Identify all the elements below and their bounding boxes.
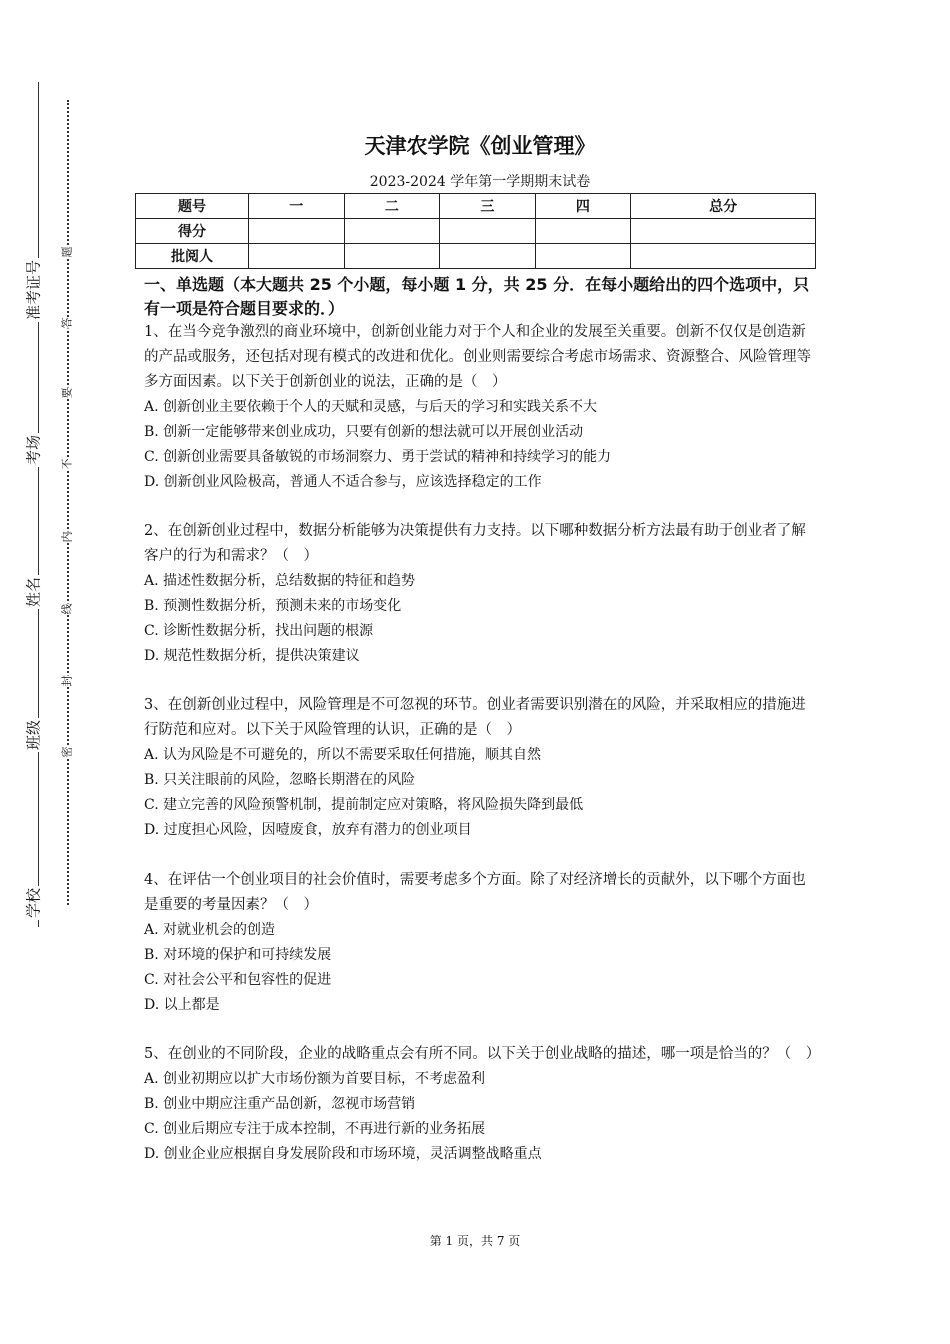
score-row-label: 批阅人: [136, 244, 249, 269]
option-d: D. 创新创业风险极高，普通人不适合参与，应该选择稳定的工作: [144, 474, 542, 490]
option-d: D. 过度担心风险，因噎废食，放弃有潜力的创业项目: [144, 822, 472, 838]
option-d: D. 创业企业应根据自身发展阶段和市场环境，灵活调整战略重点: [144, 1146, 542, 1162]
question-stem: 1、在当今竞争激烈的商业环境中，创新创业能力对于个人和企业的发展至关重要。创新不仅仅是创造新的产品或服务，还包括对现有模式的改进和优化。创业则需要综合考虑市场需求、资源整合、风险管理等多方面因素。以下关于创新创业的说法，正确的是（ ）: [144, 324, 811, 390]
binding-solid-line: [38, 82, 39, 927]
seal-char: 题: [60, 246, 74, 258]
question-stem: 5、在创业的不同阶段，企业的战略重点会有所不同。以下关于创业战略的描述，哪一项是恰当的？（ ）: [144, 1046, 821, 1062]
score-table: [135, 193, 816, 269]
question-stem: 2、在创新创业过程中，数据分析能够为决策提供有力支持。以下哪种数据分析方法最有助于创业者了解客户的行为和需求？（ ）: [144, 523, 806, 564]
option-a: A. 描述性数据分析，总结数据的特征和趋势: [144, 573, 416, 589]
score-column-header: 总分: [631, 194, 816, 219]
score-column-header: 一: [249, 194, 345, 219]
score-column-header: 二: [344, 194, 440, 219]
seal-char: 不: [60, 458, 74, 470]
score-cell: [344, 219, 440, 244]
score-column-header: 三: [440, 194, 536, 219]
question-1: [144, 320, 816, 495]
seal-char: 答: [60, 317, 74, 329]
binding-margin: [0, 0, 110, 1344]
score-cell: [631, 244, 816, 269]
score-cell: [535, 219, 631, 244]
option-b: B. 只关注眼前的风险，忽略长期潜在的风险: [144, 772, 416, 788]
score-table-row: [136, 244, 816, 269]
option-b: B. 创新一定能够带来创业成功，只要有创新的想法就可以开展创业活动: [144, 424, 584, 440]
option-a: A. 创业初期应以扩大市场份额为首要目标，不考虑盈利: [144, 1071, 486, 1087]
score-row-label: 题号: [136, 194, 249, 219]
option-a: A. 认为风险是不可避免的，所以不需要采取任何措施，顺其自然: [144, 747, 542, 763]
score-row-label: 得分: [136, 219, 249, 244]
option-c: C. 建立完善的风险预警机制，提前制定应对策略，将风险损失降到最低: [144, 797, 584, 813]
seal-char: 要: [60, 387, 74, 399]
option-b: B. 对环境的保护和可持续发展: [144, 947, 332, 963]
option-c: C. 创业后期应专注于成本控制，不再进行新的业务拓展: [144, 1121, 486, 1137]
field-exam-number: 准考证号: [24, 259, 43, 321]
score-table-row: [136, 219, 816, 244]
field-exam-room: 考场: [24, 434, 43, 466]
option-a: A. 对就业机会的创造: [144, 922, 276, 938]
question-stem: 4、在评估一个创业项目的社会价值时，需要考虑多个方面。除了对经济增长的贡献外，以下哪个方面也是重要的考量因素？（ ）: [144, 872, 806, 913]
page-number: 第 1 页，共 7 页: [429, 1234, 521, 1248]
exam-subtitle: 2023-2024 学年第一学期期末试卷: [369, 174, 591, 190]
option-b: B. 创业中期应注重产品创新，忽视市场营销: [144, 1096, 416, 1112]
score-cell: [440, 219, 536, 244]
option-c: C. 诊断性数据分析，找出问题的根源: [144, 623, 374, 639]
score-column-header: 四: [535, 194, 631, 219]
option-a: A. 创新创业主要依赖于个人的天赋和灵感，与后天的学习和实践关系不大: [144, 399, 598, 415]
option-d: D. 规范性数据分析，提供决策建议: [144, 648, 360, 664]
seal-char: 线: [60, 603, 74, 615]
seal-char: 封: [60, 675, 74, 687]
option-d: D. 以上都是: [144, 997, 220, 1013]
option-c: C. 对社会公平和包容性的促进: [144, 972, 332, 988]
seal-char: 内: [60, 531, 74, 543]
score-cell: [440, 244, 536, 269]
score-cell: [535, 244, 631, 269]
score-cell: [344, 244, 440, 269]
question-2: [144, 519, 816, 669]
question-3: [144, 693, 816, 843]
question-stem: 3、在创新创业过程中，风险管理是不可忽视的环节。创业者需要识别潜在的风险，并采取相应的措施进行防范和应对。以下关于风险管理的认识，正确的是（ ）: [144, 697, 806, 738]
score-cell: [249, 244, 345, 269]
option-c: C. 创新创业需要具备敏锐的市场洞察力、勇于尝试的精神和持续学习的能力: [144, 449, 612, 465]
field-name: 姓名: [24, 576, 43, 608]
exam-title: 天津农学院《创业管理》: [364, 134, 596, 158]
score-table-row: [136, 194, 816, 219]
field-school: 学校: [24, 887, 43, 919]
score-cell: [249, 219, 345, 244]
field-class: 班级: [24, 719, 43, 751]
seal-dotted-line: [67, 100, 69, 905]
question-5: [144, 1042, 821, 1167]
question-4: [144, 868, 816, 1018]
option-b: B. 预测性数据分析，预测未来的市场变化: [144, 598, 402, 614]
section-heading: 一、单选题（本大题共 25 个小题，每小题 1 分，共 25 分．在每小题给出的四个选项中，只有一项是符合题目要求的．）: [144, 275, 810, 318]
score-cell: [631, 219, 816, 244]
seal-char: 密: [60, 746, 74, 758]
